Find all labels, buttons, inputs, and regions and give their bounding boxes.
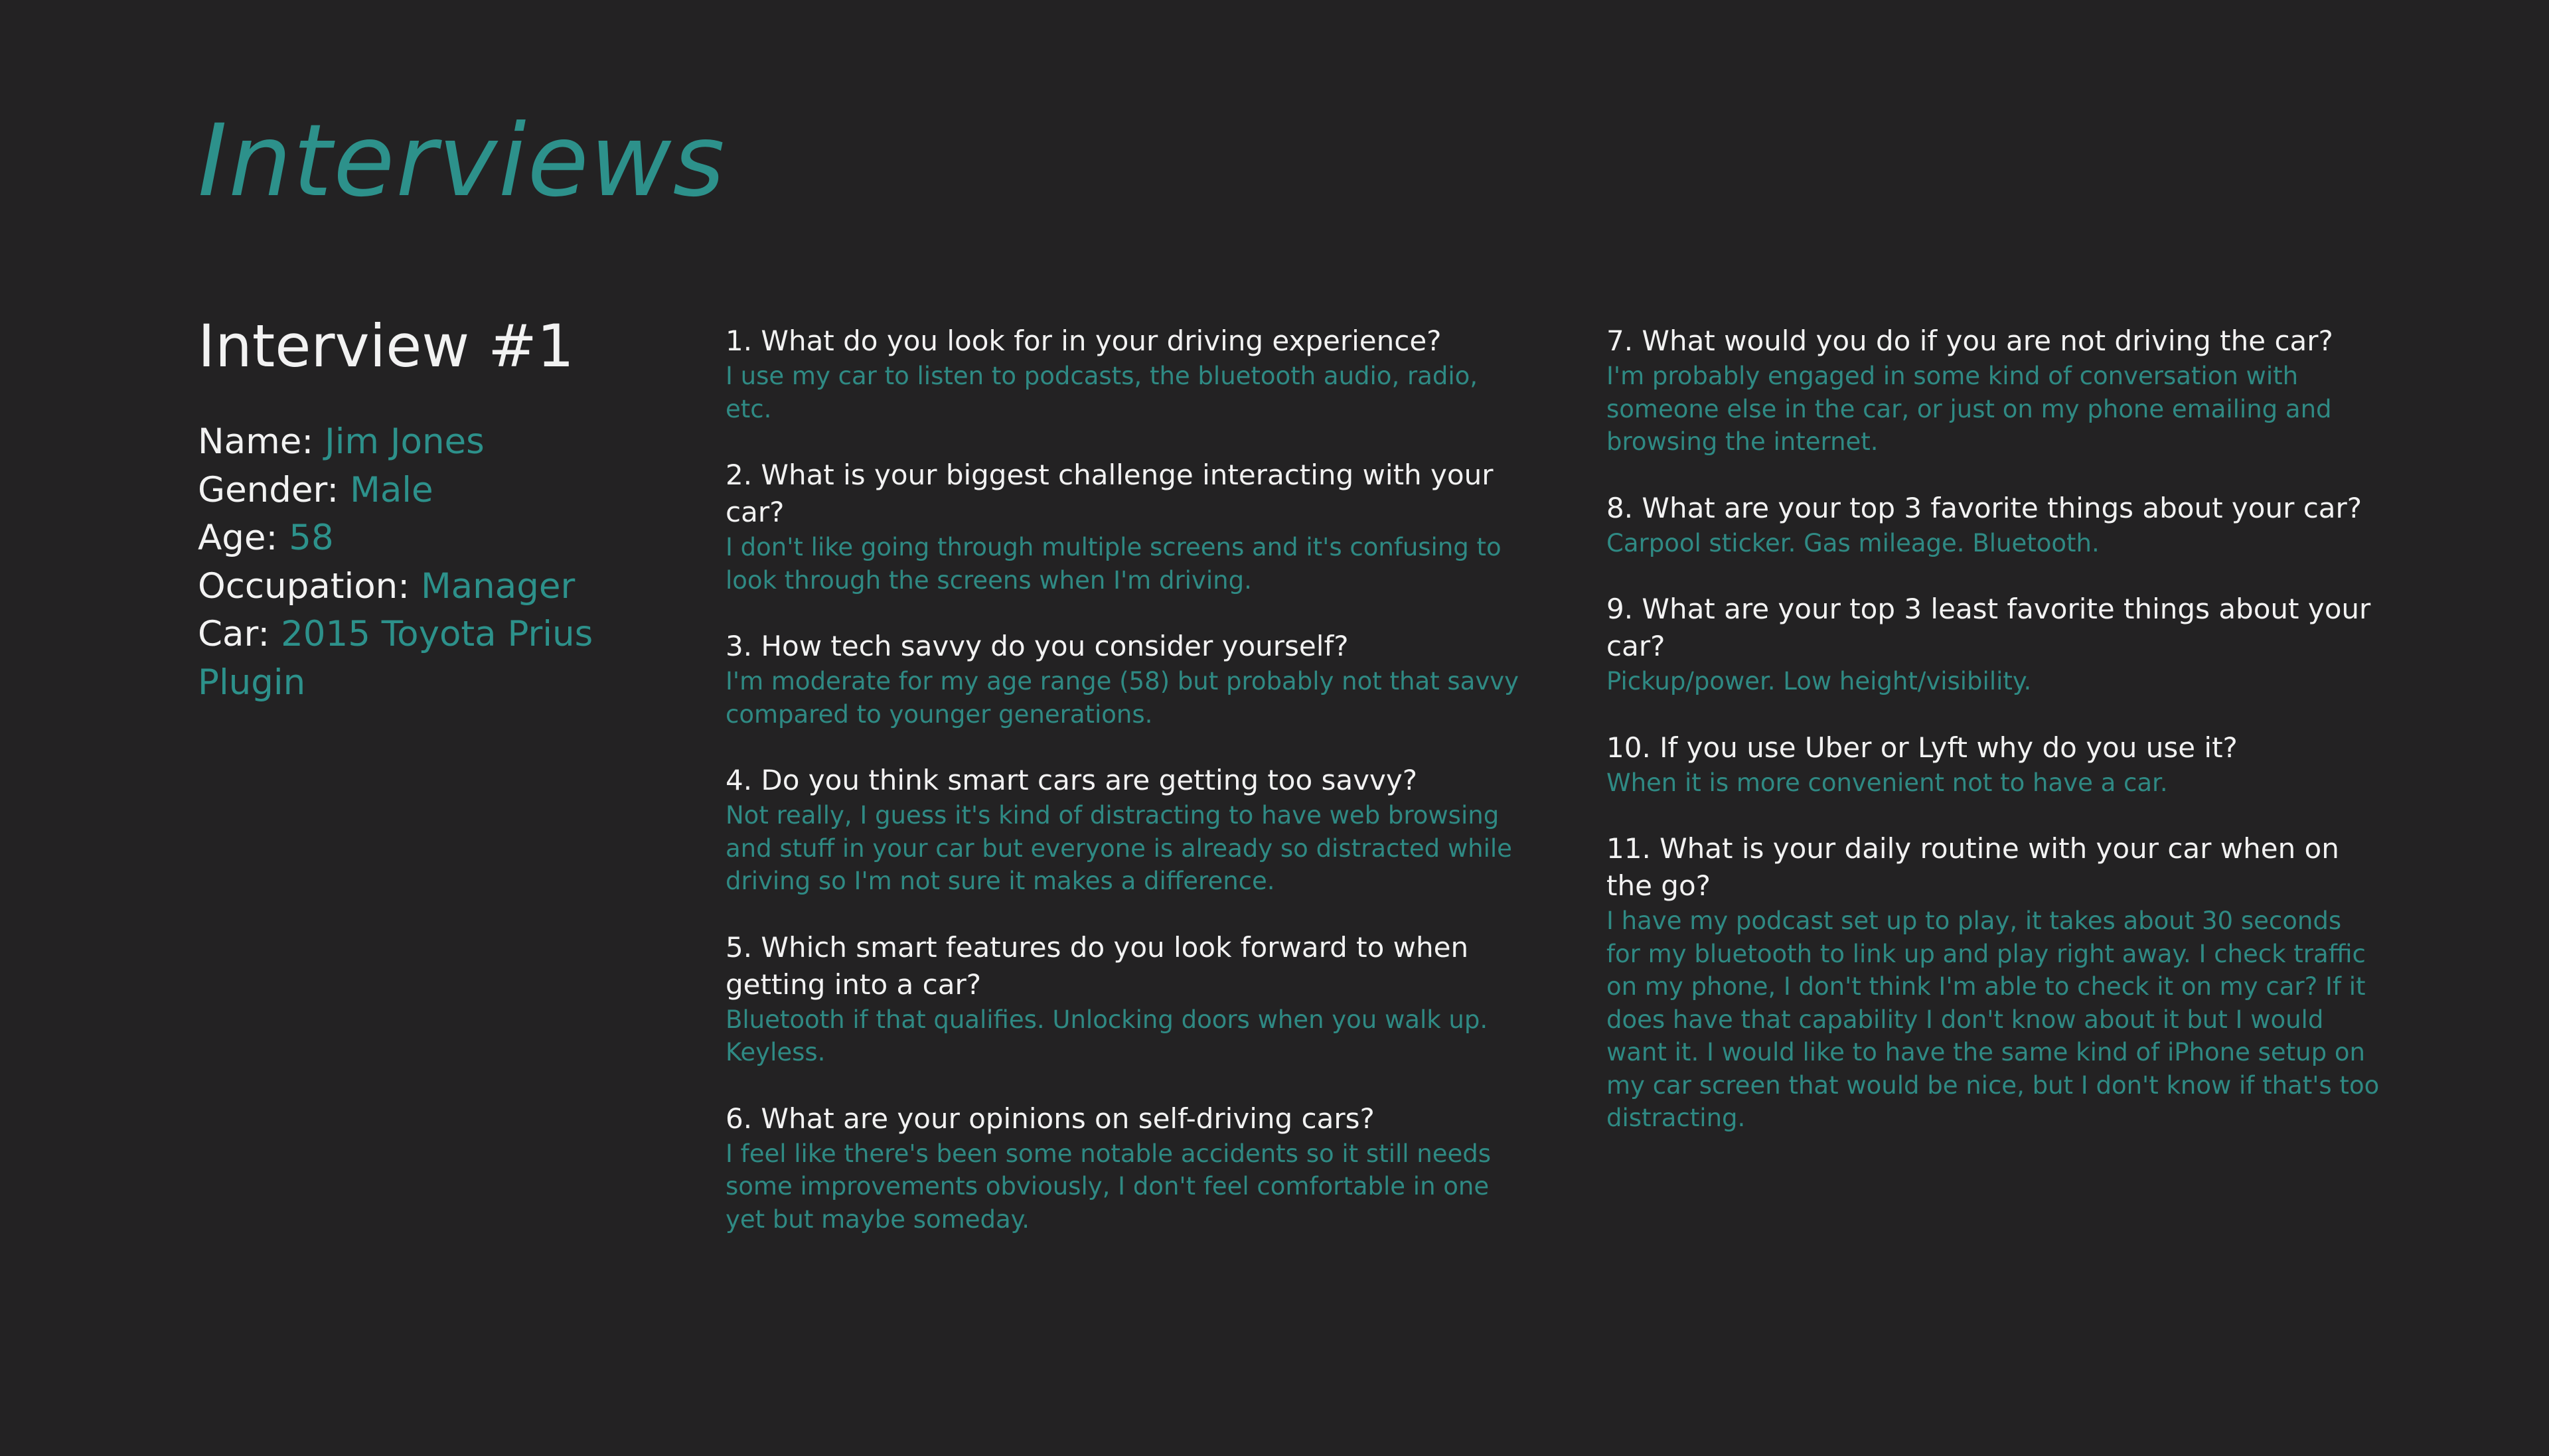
- question-5: 5. Which smart features do you look forward to when getting into a car?: [726, 930, 1469, 1001]
- question-1: 1. What do you look for in your driving experience?: [726, 325, 1442, 357]
- interviewee-profile: [198, 418, 636, 707]
- interview-heading: Interview #1: [198, 312, 574, 380]
- answer-1: I use my car to listen to podcasts, the bluetooth audio, radio, etc.: [726, 362, 1478, 423]
- qa-item-10: [1606, 729, 2383, 800]
- gender-label: Gender:: [198, 469, 339, 510]
- profile-age-row: [198, 514, 636, 563]
- qa-item-6: [726, 1100, 1522, 1236]
- qa-item-8: [1606, 490, 2383, 560]
- profile-car-row: [198, 611, 636, 659]
- answer-11: I have my podcast set up to play, it takes about 30 seconds for my bluetooth to link up and play right away. I check traffic on my phone, I don't think I'm able to check it on my car? If it does have that capability I don't know about it but I would want it. I would like to have the same kind of iPhone setup on my car screen that would be nice, but I don't know if that's too distracting.: [1606, 907, 2380, 1132]
- answer-9: Pickup/power. Low height/visibility.: [1606, 667, 2032, 695]
- occupation-label: Occupation:: [198, 565, 410, 607]
- qa-item-1: [726, 323, 1522, 425]
- question-6: 6. What are your opinions on self-driving cars?: [726, 1102, 1375, 1135]
- qa-item-2: [726, 457, 1522, 597]
- questions-column-right: [1606, 323, 2383, 1166]
- age-label: Age:: [198, 518, 278, 558]
- question-2: 2. What is your biggest challenge interacting with your car?: [726, 459, 1494, 528]
- answer-4: Not really, I guess it's kind of distracting to have web browsing and stuff in your car but everyone is already so distracted while driving so I'm not sure it makes a difference.: [726, 801, 1512, 895]
- answer-2: I don't like going through multiple screens and it's confusing to look through the screens when I'm driving.: [726, 533, 1502, 595]
- answer-10: When it is more convenient not to have a car.: [1606, 768, 2168, 797]
- name-value: Jim Jones: [325, 421, 485, 462]
- question-10: 10. If you use Uber or Lyft why do you use it?: [1606, 731, 2238, 764]
- answer-8: Carpool sticker. Gas mileage. Bluetooth.: [1606, 528, 2100, 557]
- qa-item-5: [726, 929, 1522, 1069]
- occupation-value: Manager: [420, 565, 576, 607]
- age-value: 58: [289, 518, 334, 558]
- car-value-line1: 2015 Toyota Prius: [281, 614, 593, 654]
- page-title: Interviews: [198, 104, 726, 219]
- answer-5: Bluetooth if that qualifies. Unlocking doors when you walk up. Keyless.: [726, 1005, 1488, 1066]
- qa-item-11: [1606, 830, 2383, 1135]
- name-label: Name:: [198, 421, 314, 462]
- question-8: 8. What are your top 3 favorite things about your car?: [1606, 491, 2362, 524]
- answer-7: I'm probably engaged in some kind of conversation with someone else in the car, or just on my phone emailing and browsing the internet.: [1606, 362, 2332, 456]
- question-11: 11. What is your daily routine with your car when on the go?: [1606, 832, 2339, 902]
- question-9: 9. What are your top 3 least favorite things about your car?: [1606, 593, 2371, 662]
- profile-gender-row: [198, 467, 636, 515]
- qa-item-9: [1606, 591, 2383, 698]
- question-3: 3. How tech savvy do you consider yourself?: [726, 630, 1349, 662]
- answer-3: I'm moderate for my age range (58) but probably not that savvy compared to younger generations.: [726, 667, 1519, 729]
- car-label: Car:: [198, 614, 270, 654]
- car-value-line2: Plugin: [198, 662, 306, 703]
- qa-item-4: [726, 762, 1522, 898]
- question-4: 4. Do you think smart cars are getting too savvy?: [726, 764, 1418, 796]
- question-7: 7. What would you do if you are not driving the car?: [1606, 325, 2333, 357]
- questions-column-left: [726, 323, 1522, 1267]
- qa-item-7: [1606, 323, 2383, 459]
- qa-item-3: [726, 628, 1522, 731]
- profile-occupation-row: [198, 563, 636, 611]
- profile-car-row-continued: [198, 659, 636, 707]
- gender-value: Male: [350, 469, 433, 510]
- answer-6: I feel like there's been some notable accidents so it still needs some improvements obviously, I don't feel comfortable in one yet but maybe someday.: [726, 1139, 1492, 1234]
- profile-name-row: [198, 418, 636, 467]
